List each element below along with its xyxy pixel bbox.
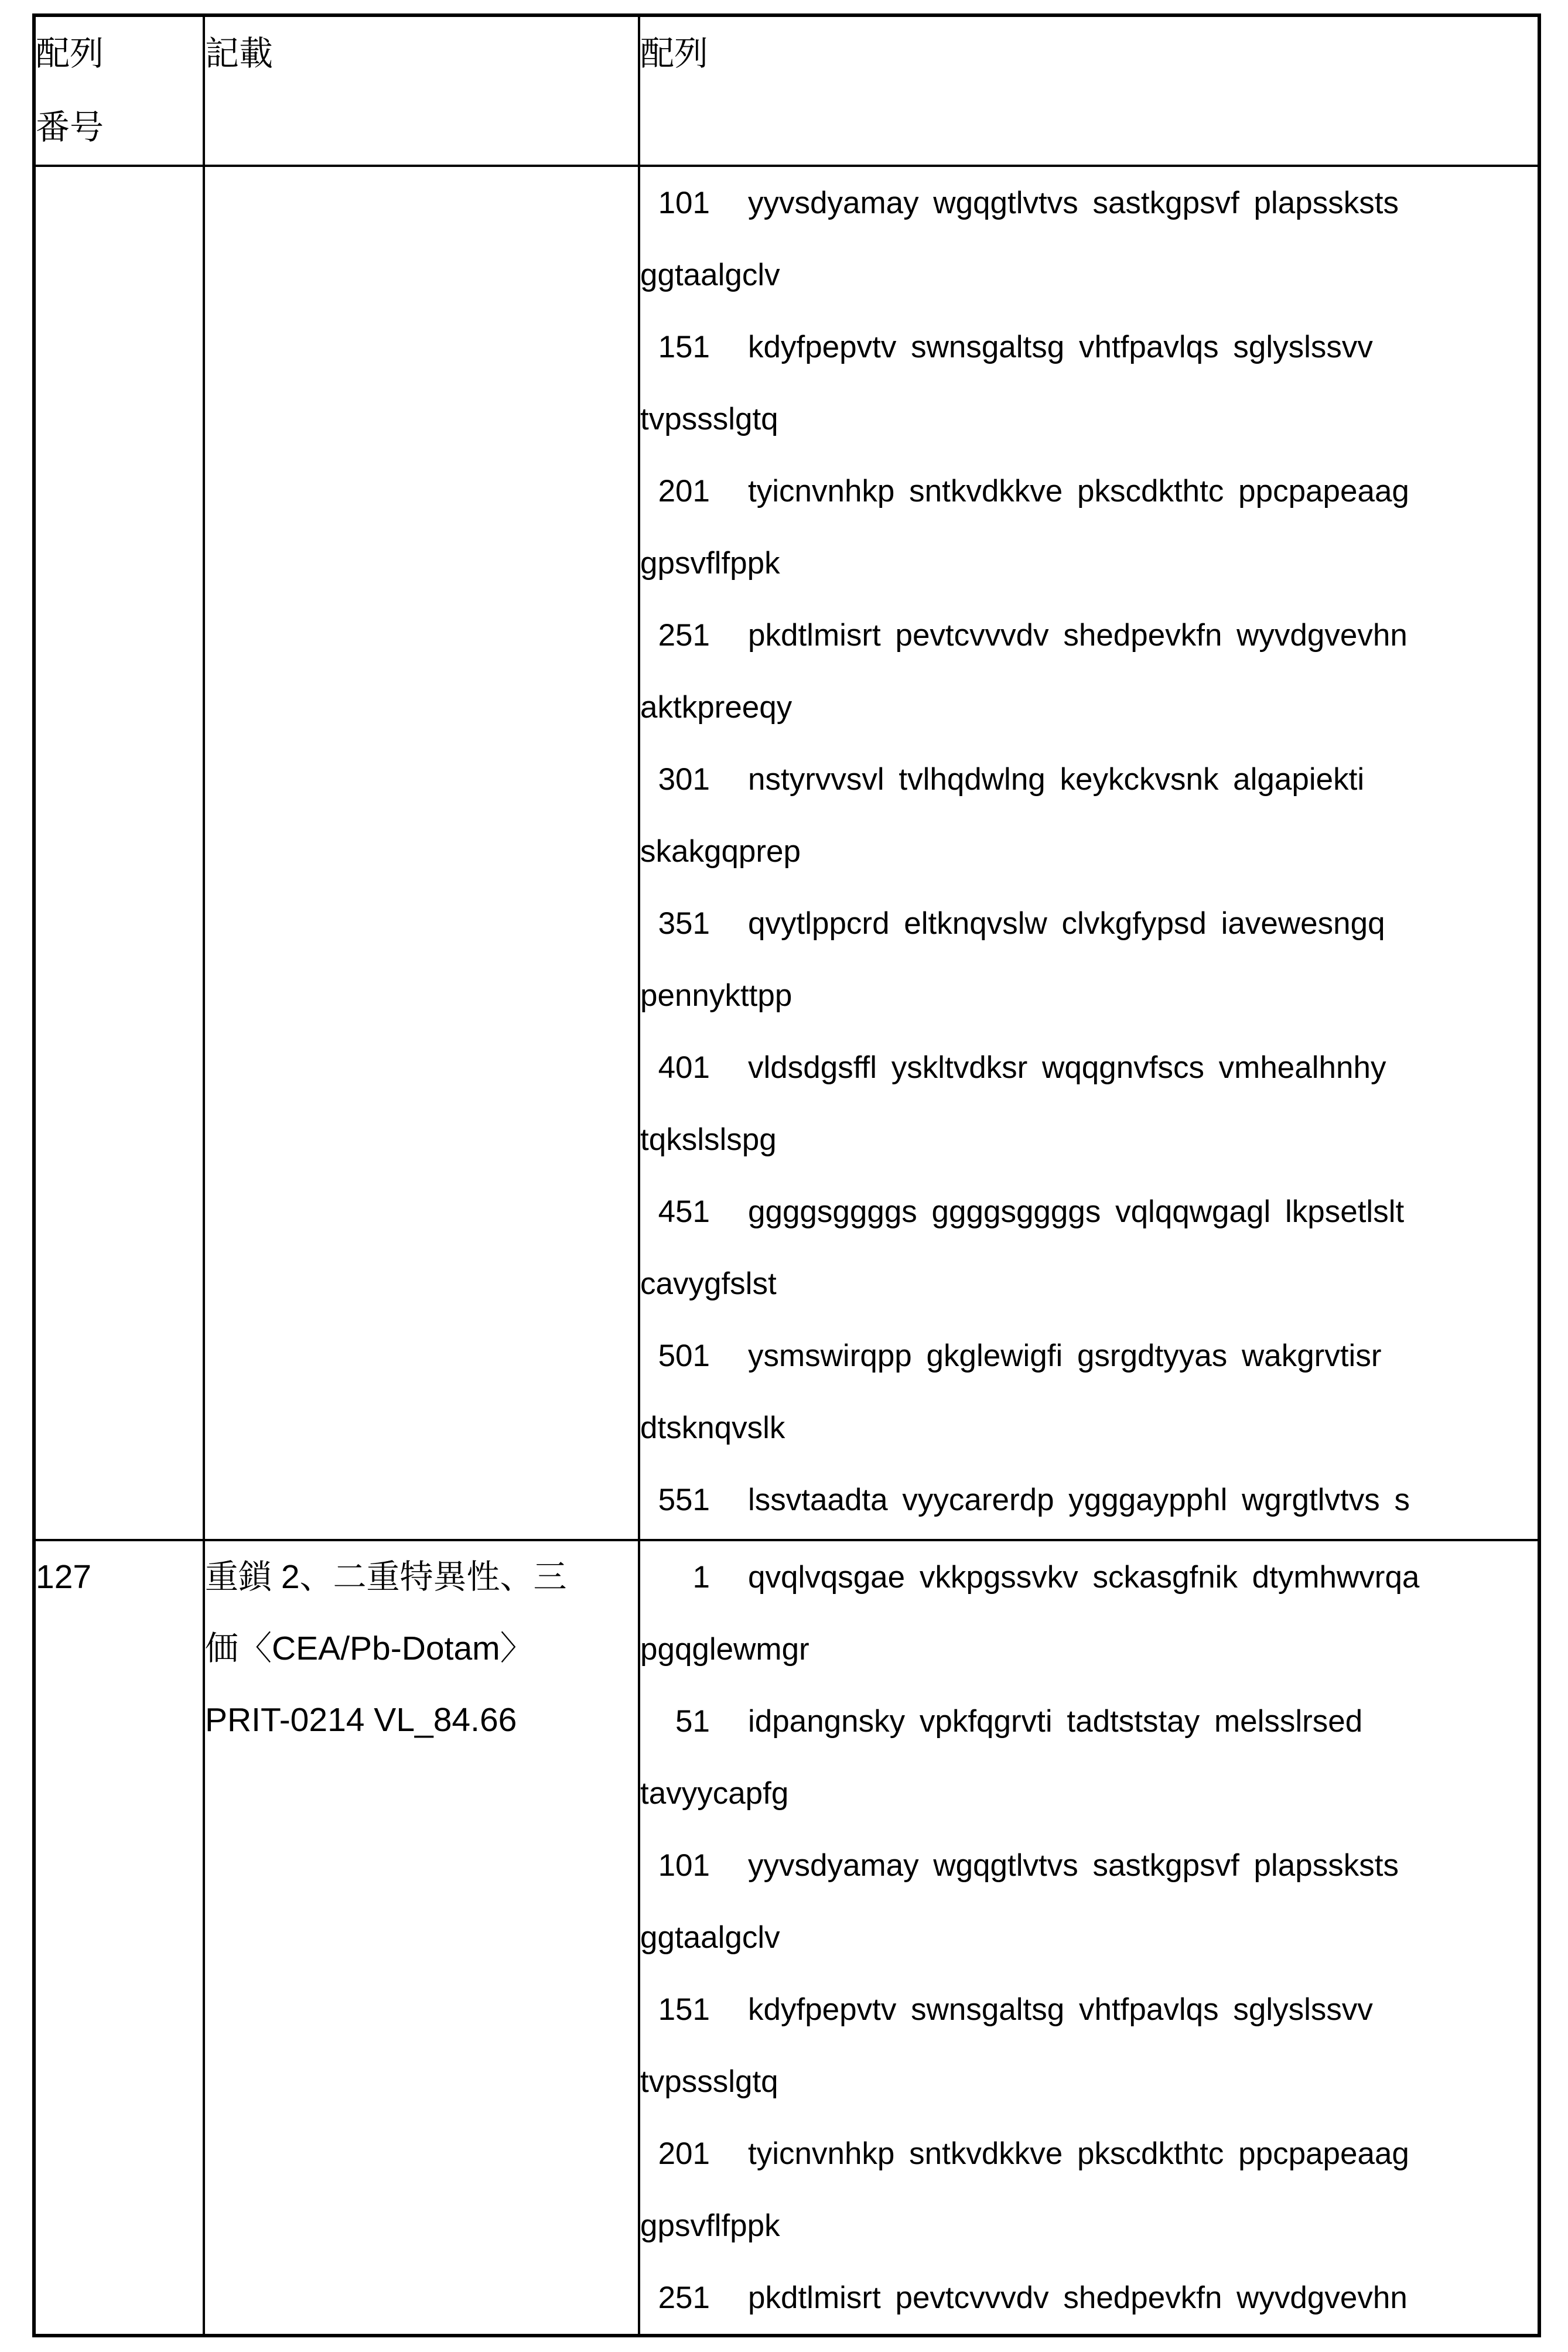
sequence-line: skakgqprep (640, 834, 801, 869)
sequence-line: tqkslslspg (640, 1122, 777, 1157)
sequence-text: pkdtlmisrt pevtcvvvdv shedpevkfn wyvdgvevhn (748, 618, 1408, 653)
sequence-line (640, 743, 1538, 815)
header-seq-number-line2: 番号 (36, 108, 104, 146)
sequence-position-number: 201 (658, 2136, 710, 2171)
sequence-line: cavygfslst (640, 1267, 777, 1301)
sequence-text: ysmswirqpp gkglewigfi gsrgdtyyas wakgrvtisr (748, 1339, 1382, 1373)
sequence-position-number: 401 (658, 1050, 710, 1085)
sequence-line (640, 167, 1538, 239)
sequence-line: gpsvflfppk (640, 2208, 780, 2243)
sequence-table (32, 13, 1541, 2337)
sequence-text: vldsdgsffl yskltvdksr wqqgnvfscs vmhealhnhy (748, 1050, 1386, 1085)
sequence-position-number: 301 (658, 762, 710, 797)
sequence-position-number: 151 (658, 1992, 710, 2027)
sequence-line (640, 599, 1538, 671)
sequence-line (640, 1974, 1538, 2046)
sequence-line: gpsvflfppk (640, 546, 780, 581)
sequence-text: qvytlppcrd eltknqvslw clvkgfypsd iavewesngq (748, 906, 1385, 941)
sequence-line (640, 1829, 1538, 1902)
seq-number-cell (34, 166, 204, 1540)
sequence-cell (639, 166, 1539, 1540)
sequence-position-number: 1 (692, 1560, 710, 1595)
sequence-line (640, 887, 1538, 960)
sequence-text: lssvtaadta vyycarerdp ygggaypphl wgrgtlvtvs s (748, 1483, 1410, 1517)
sequence-position-number: 251 (658, 2281, 710, 2315)
sequence-text: qvqlvqsgae vkkpgssvkv sckasgfnik dtymhwvrqa (748, 1560, 1420, 1595)
sequence-line (640, 1464, 1538, 1536)
sequence-text: tyicnvnhkp sntkvdkkve pkscdkthtc ppcpapeaag (748, 2136, 1409, 2171)
sequence-position-number: 501 (658, 1339, 710, 1373)
sequence-text: tyicnvnhkp sntkvdkkve pkscdkthtc ppcpapeaag (748, 474, 1409, 508)
table-row (34, 1540, 1539, 2336)
description-cell (204, 166, 639, 1540)
header-description: 記載 (204, 15, 639, 166)
description-line: PRIT-0214 VL_84.66 (205, 1701, 517, 1739)
sequence-text: pkdtlmisrt pevtcvvvdv shedpevkfn wyvdgvevhn (748, 2281, 1408, 2315)
sequence-position-number: 351 (658, 906, 710, 941)
sequence-text: yyvsdyamay wgqgtlvtvs sastkgpsvf plapssksts (748, 186, 1399, 220)
sequence-text: idpangnsky vpkfqgrvti tadtststay melsslrsed (748, 1704, 1363, 1739)
table-header (34, 15, 1539, 166)
description-line: 重鎖 2、二重特異性、三 (205, 1558, 567, 1596)
sequence-text: kdyfpepvtv swnsgaltsg vhtfpavlqs sglyslssvv (748, 330, 1373, 364)
sequence-position-number: 201 (658, 474, 710, 508)
sequence-line: tvpssslgtq (640, 2064, 778, 2099)
sequence-line: aktkpreeqy (640, 690, 792, 725)
sequence-line: tvpssslgtq (640, 402, 778, 436)
sequence-line: ggtaalgclv (640, 1920, 780, 1955)
seq-number-cell (34, 1540, 204, 2336)
sequence-position-number: 101 (658, 1848, 710, 1883)
sequence-text: kdyfpepvtv swnsgaltsg vhtfpavlqs sglyslssvv (748, 1992, 1373, 2027)
sequence-line (640, 1320, 1538, 1392)
sequence-text: ggggsggggs ggggsggggs vqlqqwgagl lkpsetlslt (748, 1194, 1405, 1229)
sequence-line: ggtaalgclv (640, 258, 780, 292)
header-seq-number-line1: 配列 (36, 35, 104, 73)
description-cell (204, 1540, 639, 2336)
sequence-line (640, 1685, 1538, 1757)
header-seq-number (34, 15, 204, 166)
sequence-line (640, 311, 1538, 383)
sequence-position-number: 101 (658, 186, 710, 220)
header-sequence: 配列 (639, 15, 1539, 166)
table-body (34, 166, 1539, 2336)
sequence-position-number: 451 (658, 1194, 710, 1229)
sequence-line: pennykttpp (640, 978, 792, 1013)
sequence-position-number: 151 (658, 330, 710, 364)
sequence-position-number: 251 (658, 618, 710, 653)
sequence-line (640, 2118, 1538, 2190)
seq-number-value: 127 (36, 1558, 92, 1596)
sequence-line (640, 1176, 1538, 1248)
sequence-cell (639, 1540, 1539, 2336)
sequence-position-number: 551 (658, 1483, 710, 1517)
sequence-line (640, 1541, 1538, 1613)
table-row (34, 166, 1539, 1540)
sequence-line (640, 455, 1538, 527)
sequence-line (640, 1032, 1538, 1104)
sequence-line: tavyycapfg (640, 1776, 789, 1811)
description-line: 価〈CEA/Pb-Dotam〉 (205, 1630, 534, 1667)
sequence-text: yyvsdyamay wgqgtlvtvs sastkgpsvf plapssksts (748, 1848, 1399, 1883)
sequence-position-number: 51 (675, 1704, 710, 1739)
header-row (34, 15, 1539, 166)
sequence-text: nstyrvvsvl tvlhqdwlng keykckvsnk algapiekti (748, 762, 1365, 797)
sequence-line: pgqglewmgr (640, 1632, 809, 1667)
sequence-line (640, 2262, 1538, 2334)
sequence-line: dtsknqvslk (640, 1411, 785, 1445)
